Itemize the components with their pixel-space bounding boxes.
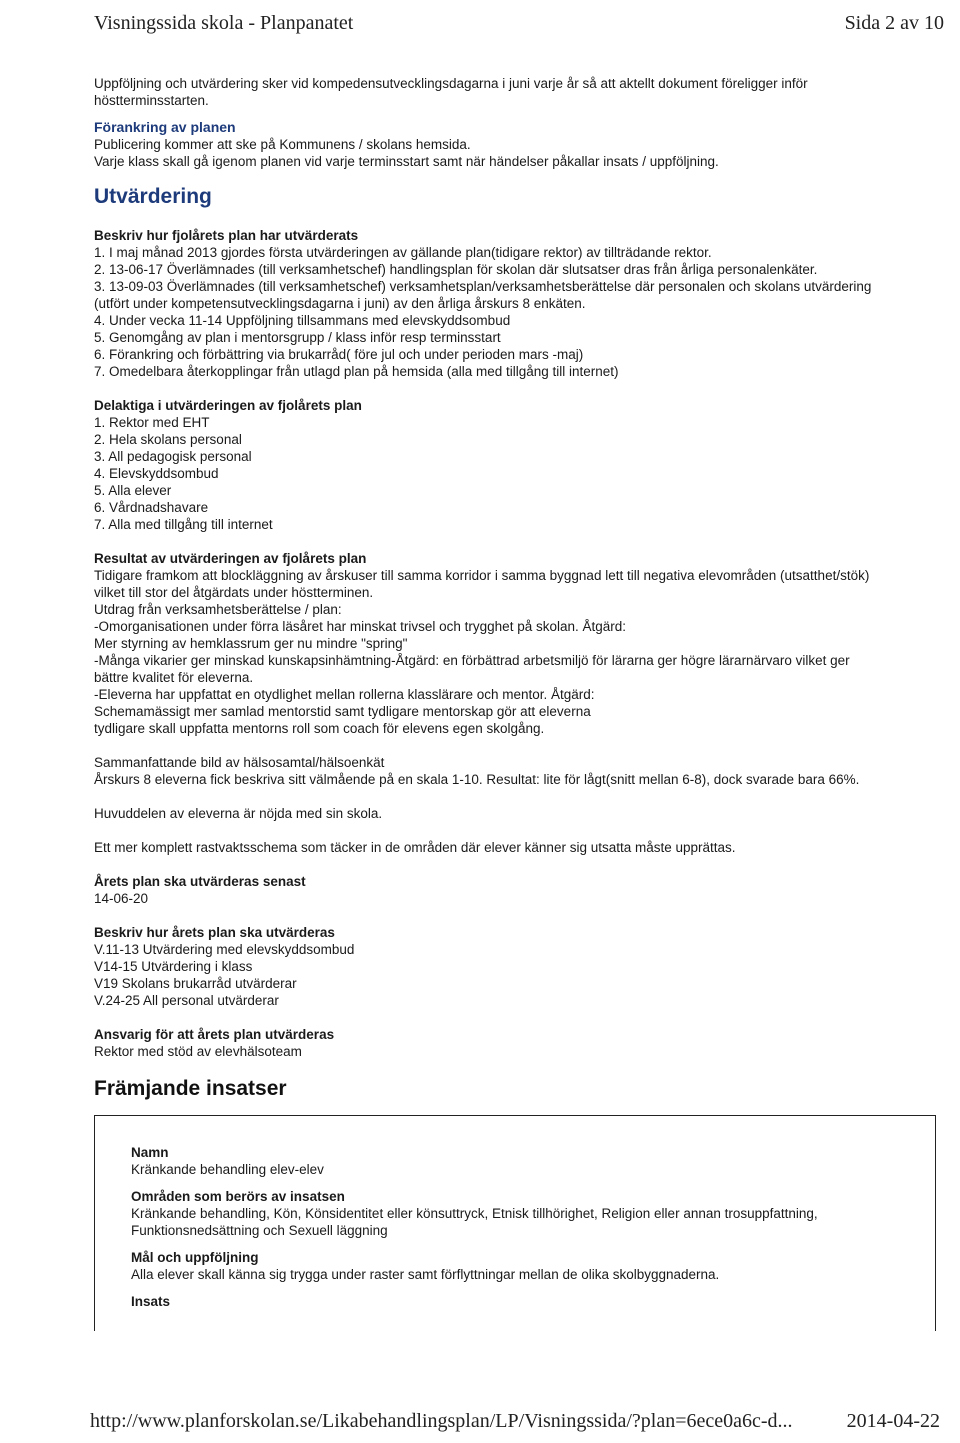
text-line: -Eleverna har uppfattat en otydlighet mellan rollerna klasslärare och mentor. Åtgärd:: [94, 687, 595, 702]
footer-date: 2014-04-22: [846, 1410, 940, 1432]
list-item: 5. Alla elever: [94, 483, 172, 498]
framjande-heading: Främjande insatser: [94, 1077, 287, 1100]
document-body: [94, 75, 944, 1331]
page-indicator: Sida 2 av 10: [844, 12, 944, 34]
list-item: 5. Genomgång av plan i mentorsgrupp / klass inför resp terminsstart: [94, 330, 501, 345]
text-line: Mer styrning av hemklassrum ger nu mindre "spring": [94, 636, 408, 651]
list-item: 7. Omedelbara återkopplingar från utlagd plan på hemsida (alla med tillgång till internet): [94, 364, 619, 379]
namn-label: Namn: [131, 1145, 169, 1160]
omraden-line-2: Funktionsnedsättning och Sexuell läggning: [131, 1223, 388, 1238]
namn-value: Kränkande behandling elev-elev: [131, 1162, 324, 1177]
mal-label: Mål och uppföljning: [131, 1250, 259, 1265]
omraden-line-1: Kränkande behandling, Kön, Könsidentitet eller könsuttryck, Etnisk tillhörighet, Religion eller annan trosuppfattning,: [131, 1206, 818, 1221]
list-item: V.24-25 All personal utvärderar: [94, 993, 279, 1008]
forankring-heading: Förankring av planen: [94, 119, 236, 135]
list-item: 1. Rektor med EHT: [94, 415, 210, 430]
list-item: 4. Elevskyddsombud: [94, 466, 219, 481]
senast-heading: Årets plan ska utvärderas senast: [94, 874, 306, 889]
text-line: Schemamässigt mer samlad mentorstid samt tydligare mentorskap gör att eleverna: [94, 704, 591, 719]
summary-line-2: Årskurs 8 eleverna fick beskriva sitt välmående på en skala 1-10. Resultat: lite för lågt(snitt mellan 6-8), dock svarade bara 66%.: [94, 772, 860, 787]
note-satisfied: Huvuddelen av eleverna är nöjda med sin skola.: [94, 806, 383, 821]
list-item: 7. Alla med tillgång till internet: [94, 517, 273, 532]
document-header-title: Visningssida skola - Planpanatet: [94, 12, 354, 34]
senast-value: 14-06-20: [94, 891, 149, 906]
list-item: 4. Under vecka 11-14 Uppföljning tillsammans med elevskyddsombud: [94, 313, 511, 328]
intro-line-1: Uppföljning och utvärdering sker vid kompedensutvecklingsdagarna i juni varje år så att aktellt dokument föreligger inför: [94, 76, 808, 91]
arets-heading: Beskriv hur årets plan ska utvärderas: [94, 925, 335, 940]
insats-box: [94, 1115, 936, 1331]
forankring-line-1: Publicering kommer att ske på Kommunens / skolans hemsida.: [94, 137, 471, 152]
forankring-line-2: Varje klass skall gå igenom planen vid varje terminsstart samt när händelser påkallar insats / uppföljning.: [94, 154, 719, 169]
delaktiga-list: [94, 414, 944, 533]
insats-label: Insats: [131, 1294, 171, 1309]
text-line: Tidigare framkom att blockläggning av årskuser till samma korridor i samma byggnad lett till negativa elevområden (utsatthet/stök): [94, 568, 870, 583]
text-line: tydligare skall uppfatta mentorns roll som coach för elevens egen skolgång.: [94, 721, 545, 736]
intro-line-2: höstterminsstarten.: [94, 93, 209, 108]
list-item: 6. Förankring och förbättring via brukarråd( före jul och under perioden mars -maj): [94, 347, 584, 362]
ansvarig-value: Rektor med stöd av elevhälsoteam: [94, 1044, 302, 1059]
note-rastvakt: Ett mer komplett rastvaktsschema som täcker in de områden där elever känner sig utsatta måste upprättas.: [94, 840, 736, 855]
summary-line-1: Sammanfattande bild av hälsosamtal/hälsoenkät: [94, 755, 385, 770]
beskriv-list: [94, 244, 944, 380]
list-item: V.11-13 Utvärdering med elevskyddsombud: [94, 942, 355, 957]
list-item: 6. Vårdnadshavare: [94, 500, 209, 515]
resultat-text: [94, 567, 944, 737]
list-item: 2. Hela skolans personal: [94, 432, 242, 447]
beskriv-heading: Beskriv hur fjolårets plan har utvärderats: [94, 228, 359, 243]
omraden-label: Områden som berörs av insatsen: [131, 1189, 345, 1204]
resultat-heading: Resultat av utvärderingen av fjolårets plan: [94, 551, 367, 566]
delaktiga-heading: Delaktiga i utvärderingen av fjolårets plan: [94, 398, 362, 413]
text-line: -Många vikarier ger minskad kunskapsinhämtning-Åtgärd: en förbättrad arbetsmiljö för lärarna ger högre lärarnärvaro vilket ger: [94, 653, 850, 668]
text-line: -Omorganisationen under förra läsåret har minskat trivsel och trygghet på skolan. Åtgärd:: [94, 619, 627, 634]
footer-url: http://www.planforskolan.se/Likabehandlingsplan/LP/Visningssida/?plan=6ece0a6c-d...: [90, 1410, 793, 1432]
list-item: V19 Skolans brukarråd utvärderar: [94, 976, 297, 991]
text-line: vilket till stor del åtgärdats under höstterminen.: [94, 585, 374, 600]
text-line: Utdrag från verksamhetsberättelse / plan:: [94, 602, 342, 617]
text-line: bättre kvalitet för eleverna.: [94, 670, 254, 685]
list-item: (utfört under kompetensutvecklingsdagarna i juni) av den årliga årskurs 8 enkäten.: [94, 296, 586, 311]
list-item: 3. 13-09-03 Överlämnades (till verksamhetschef) verksamhetsplan/verksamhetsberättelse där personalen och skolans utvärdering: [94, 279, 872, 294]
list-item: V14-15 Utvärdering i klass: [94, 959, 253, 974]
mal-value: Alla elever skall känna sig trygga under raster samt förflyttningar mellan de olika skolbyggnaderna.: [131, 1267, 720, 1282]
list-item: 1. I maj månad 2013 gjordes första utvärderingen av gällande plan(tidigare rektor) av tillträdande rektor.: [94, 245, 712, 260]
utvardering-heading: Utvärdering: [94, 185, 212, 208]
ansvarig-heading: Ansvarig för att årets plan utvärderas: [94, 1027, 335, 1042]
list-item: 2. 13-06-17 Överlämnades (till verksamhetschef) handlingsplan för skolan där slutsatser dras från årliga personalenkäter.: [94, 262, 818, 277]
arets-list: [94, 941, 944, 1009]
list-item: 3. All pedagogisk personal: [94, 449, 252, 464]
